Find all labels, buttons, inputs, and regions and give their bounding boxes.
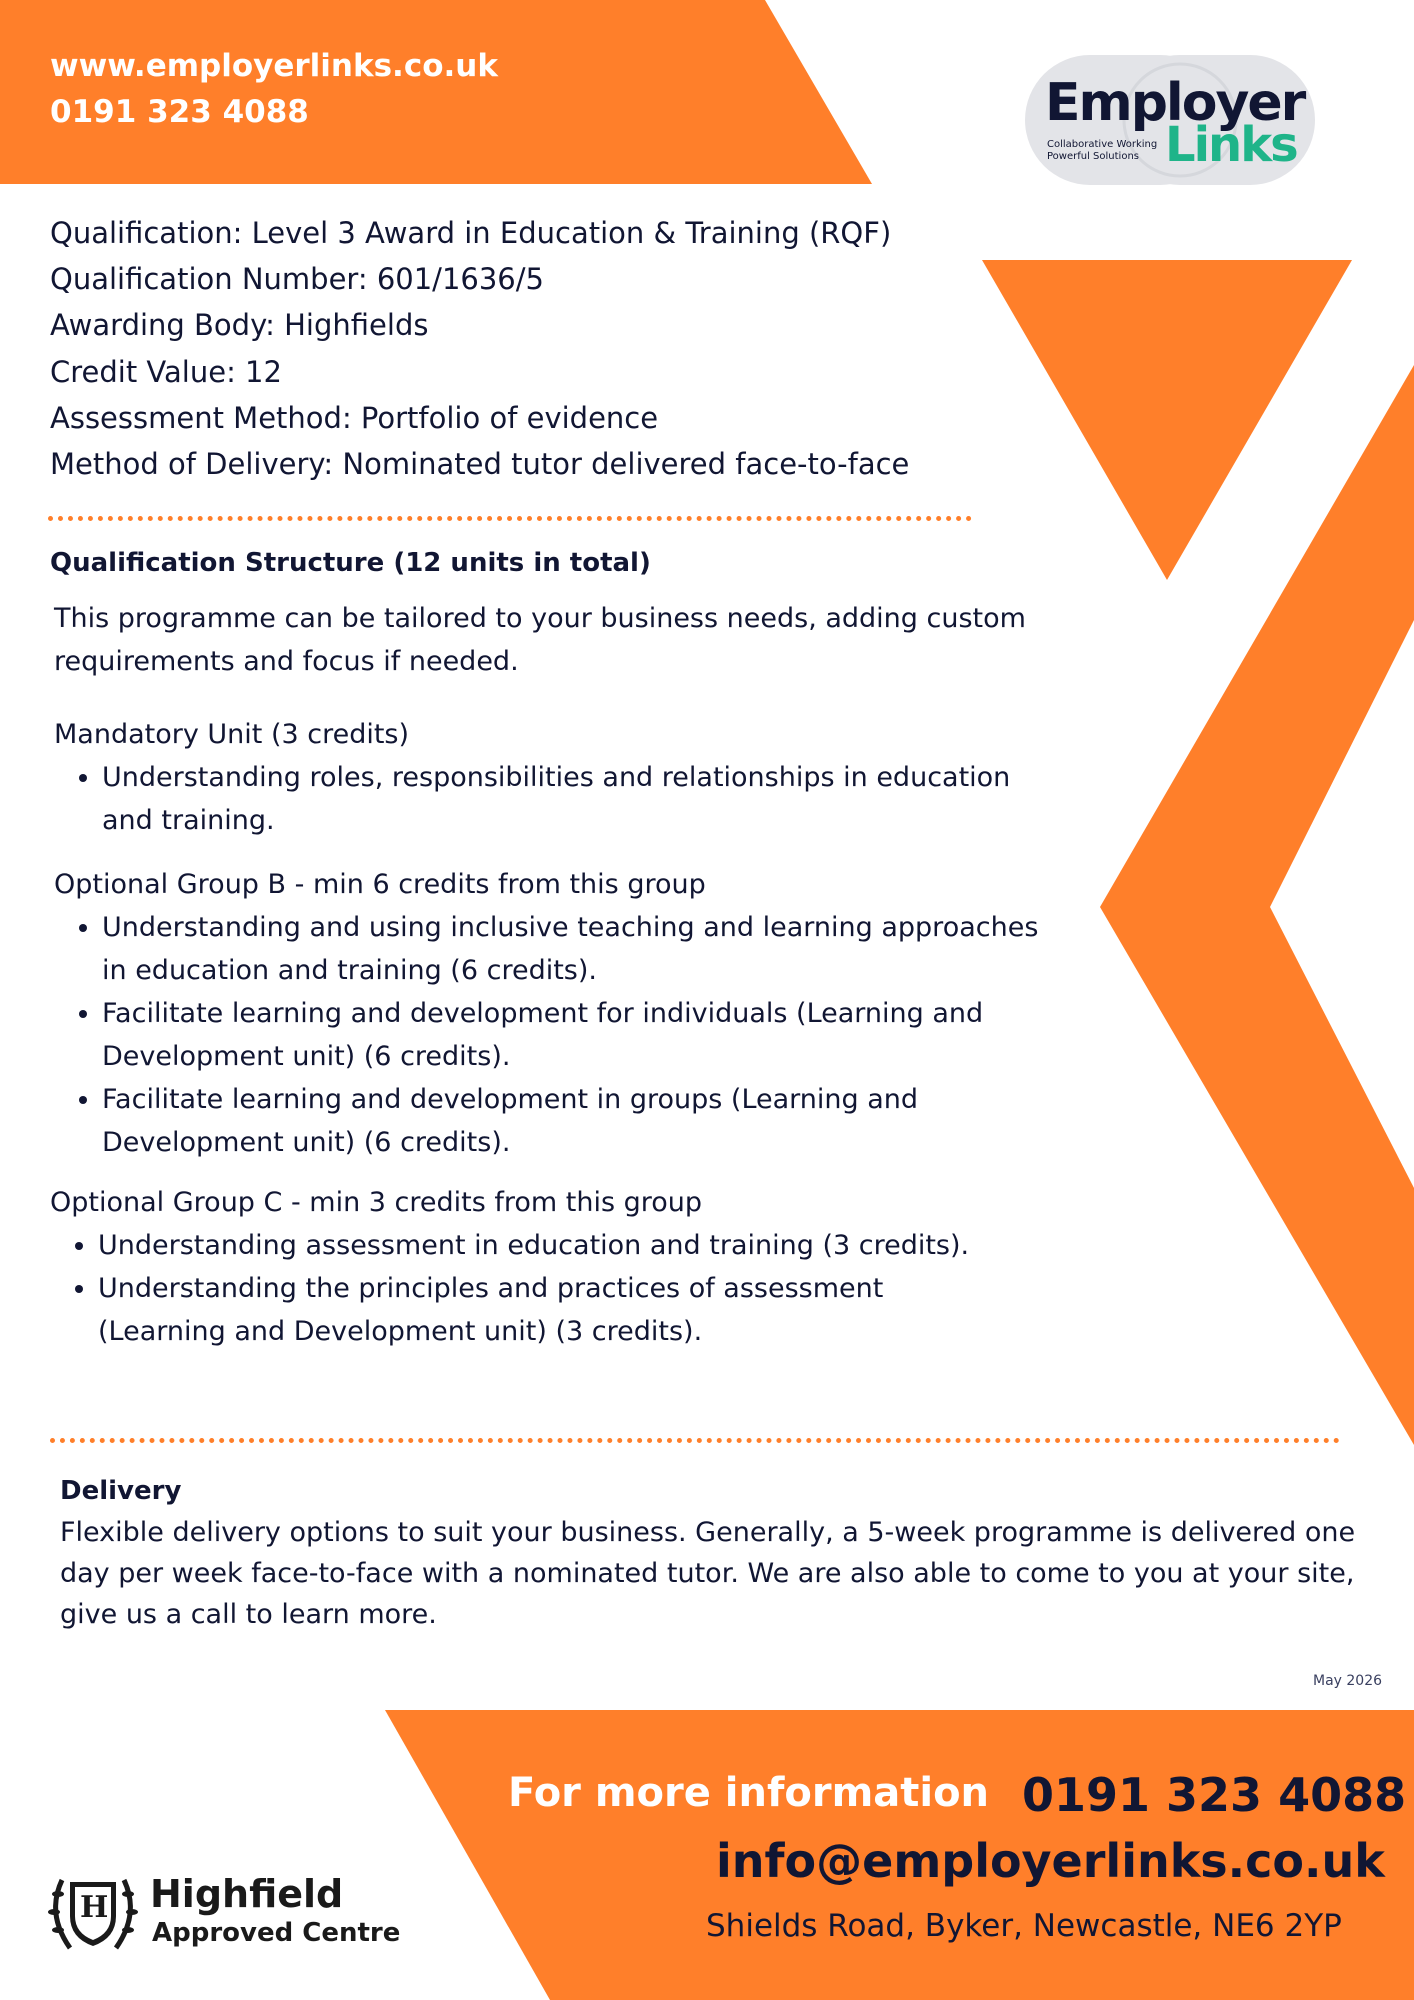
date-label: May 2026 xyxy=(1313,1673,1383,1689)
header-website[interactable]: www.employerlinks.co.uk xyxy=(50,48,498,84)
highfield-subtitle: Approved Centre xyxy=(152,1918,401,1948)
list-item: • Understanding the principles and practices of assessment (Learning and Development unit) (3 credits). xyxy=(98,1267,1018,1353)
group-c-list xyxy=(50,1224,1018,1353)
header-phone[interactable]: 0191 323 4088 xyxy=(50,94,309,130)
qualification-number: Qualification Number: 601/1636/5 xyxy=(50,262,544,296)
structure-intro: This programme can be tailored to your business needs, adding custom requirements and focus if needed. xyxy=(54,603,1026,677)
header-banner xyxy=(0,0,872,184)
awarding-body: Awarding Body: Highfields xyxy=(50,308,429,342)
divider-top xyxy=(48,516,972,521)
delivery-text: Flexible delivery options to suit your business. Generally, a 5-week programme is delivered one day per week face-to-face with a nominated tutor. We are also able to come to you at your site, give us a call to learn more. xyxy=(60,1517,1356,1630)
highfield-approved-centre-logo xyxy=(44,1872,404,1956)
group-c-title: Optional Group C - min 3 credits from this group xyxy=(50,1187,703,1218)
group-b-title: Optional Group B - min 6 credits from this group xyxy=(54,869,706,900)
list-item: • Understanding roles, responsibilities and relationships in education and training. xyxy=(102,756,1022,842)
group-b-list xyxy=(54,906,1052,1164)
list-item: • Understanding assessment in education and training (3 credits). xyxy=(98,1224,1018,1267)
crest-letter: H xyxy=(80,1890,109,1925)
divider-bottom xyxy=(50,1438,1340,1443)
delivery-heading: Delivery xyxy=(60,1476,182,1506)
logo-word-employer: Employer xyxy=(1045,73,1305,133)
footer-more-info: For more information xyxy=(508,1770,990,1816)
logo-tagline-1: Collaborative Working xyxy=(1047,139,1158,150)
assessment-method: Assessment Method: Portfolio of evidence xyxy=(50,401,659,435)
structure-heading: Qualification Structure (12 units in total) xyxy=(50,548,651,578)
footer-email[interactable]: info@employerlinks.co.uk xyxy=(716,1834,1385,1888)
logo-tagline-2: Powerful Solutions xyxy=(1047,151,1139,162)
footer-address: Shields Road, Byker, Newcastle, NE6 2YP xyxy=(706,1908,1342,1944)
footer-phone[interactable]: 0191 323 4088 xyxy=(1022,1768,1407,1822)
triangle-decoration xyxy=(982,260,1352,580)
qualification-title: Qualification: Level 3 Award in Education & Training (RQF) xyxy=(50,216,892,250)
mandatory-list xyxy=(54,756,1022,842)
highfield-name: Highfield xyxy=(150,1872,344,1916)
logo-word-links: Links xyxy=(1165,117,1297,173)
employer-links-logo xyxy=(1025,55,1315,185)
list-item: • Facilitate learning and development for individuals (Learning and Development unit) (6 credits). xyxy=(102,992,1052,1078)
mandatory-title: Mandatory Unit (3 credits) xyxy=(54,719,410,750)
list-item: • Understanding and using inclusive teaching and learning approaches in education and training (6 credits). xyxy=(102,906,1052,992)
credit-value: Credit Value: 12 xyxy=(50,355,282,389)
list-item: • Facilitate learning and development in groups (Learning and Development unit) (6 credits). xyxy=(102,1078,1052,1164)
delivery-method: Method of Delivery: Nominated tutor delivered face-to-face xyxy=(50,447,910,481)
